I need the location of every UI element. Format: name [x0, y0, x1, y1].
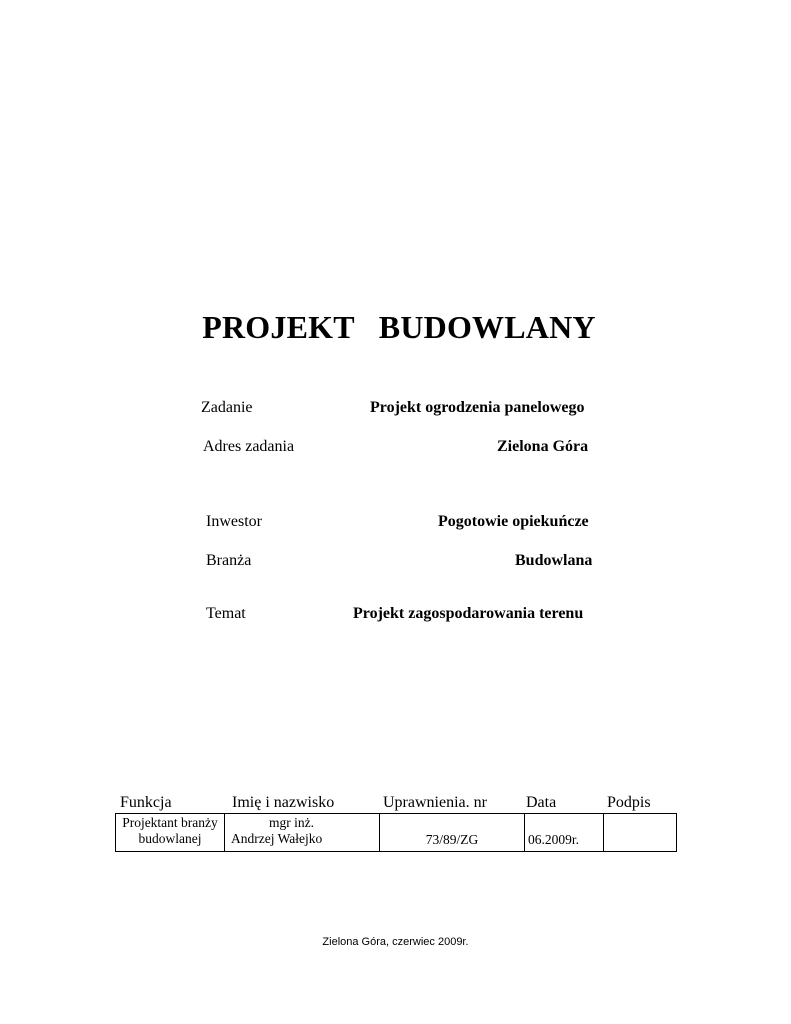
cell-name: [225, 814, 380, 852]
document-title: PROJEKT BUDOWLANY: [202, 309, 596, 345]
footer-place-date: Zielona Góra, czerwiec 2009r.: [322, 936, 469, 948]
name-line1: mgr inż.: [269, 815, 314, 830]
funkcja-line2: budowlanej: [138, 831, 202, 846]
temat-label: Temat: [206, 605, 246, 622]
funkcja-line1: Projektant branży: [122, 815, 218, 830]
temat-value: Projekt zagospodarowania terenu: [353, 605, 584, 622]
adres-label: Adres zadania: [203, 438, 295, 455]
cell-funkcja: [116, 814, 225, 852]
adres-value: Zielona Góra: [497, 438, 589, 455]
zadanie-value: Projekt ogrodzenia panelowego: [370, 399, 585, 416]
signature-table: [115, 813, 677, 852]
inwestor-value: Pogotowie opiekuńcze: [438, 513, 589, 530]
header-uprawnienia: Uprawnienia. nr: [383, 794, 487, 811]
header-funkcja: Funkcja: [120, 794, 172, 811]
branza-value: Budowlana: [515, 552, 593, 569]
cell-podpis: [604, 814, 677, 852]
data-value: 06.2009r.: [528, 832, 580, 847]
cell-data: [525, 814, 604, 852]
cell-uprawnienia: [380, 814, 525, 852]
zadanie-label: Zadanie: [201, 399, 253, 416]
table-row: [116, 814, 677, 852]
uprawnienia-value: 73/89/ZG: [425, 832, 479, 847]
name-line2: Andrzej Wałejko: [231, 831, 323, 846]
inwestor-label: Inwestor: [206, 513, 262, 530]
header-data: Data: [526, 794, 557, 811]
branza-label: Branża: [206, 552, 252, 569]
header-podpis: Podpis: [607, 794, 651, 811]
header-imie-nazwisko: Imię i nazwisko: [232, 794, 335, 811]
